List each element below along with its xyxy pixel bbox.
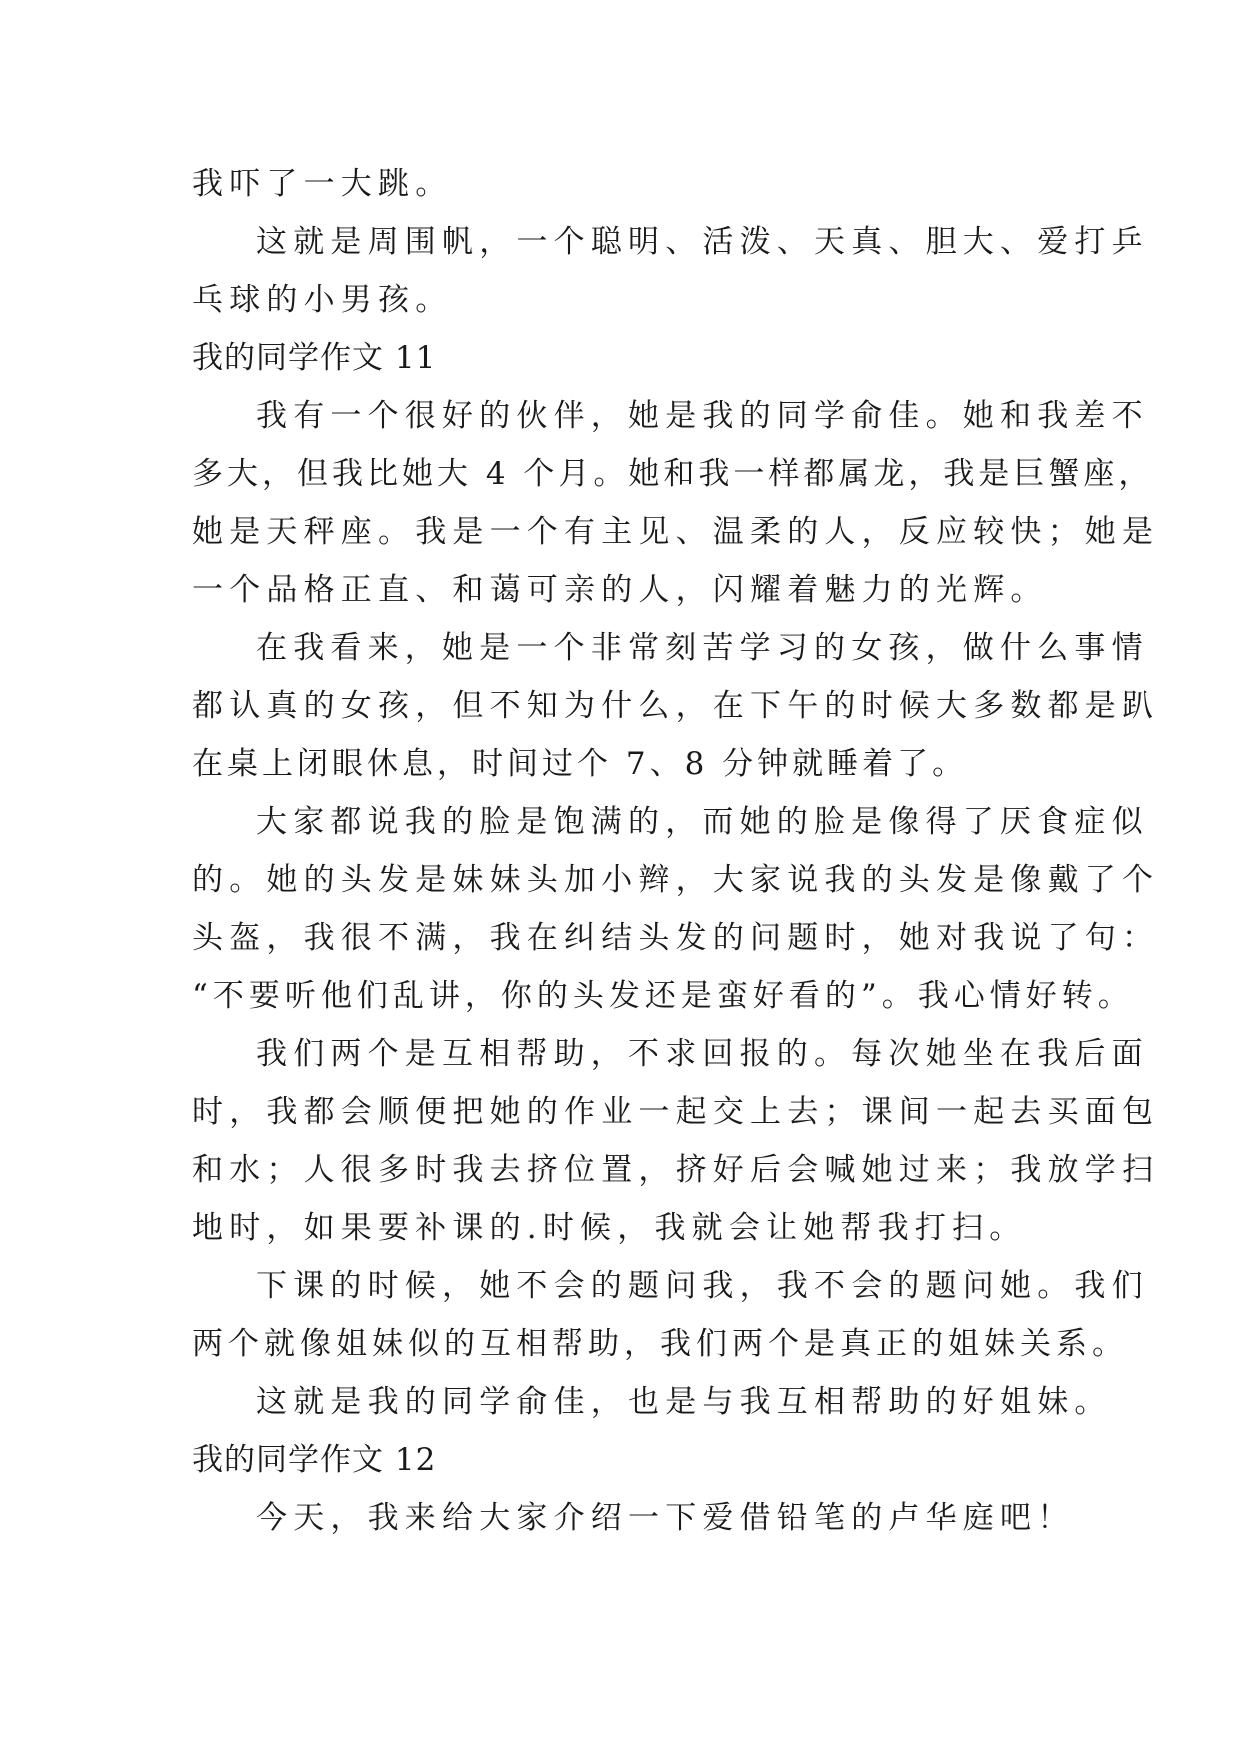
paragraph-line: 我们两个是互相帮助，不求回报的。每次她坐在我后面 [256, 1036, 1149, 1072]
text-line: 和水；人很多时我去挤位置，挤好后会喊她过来；我放学扫 [192, 1152, 1160, 1188]
text-line: 乓球的小男孩。 [192, 282, 453, 318]
text-line: 的。她的头发是妹妹头加小辫，大家说我的头发是像戴了个 [192, 862, 1160, 898]
paragraph-line: 我有一个很好的伙伴，她是我的同学俞佳。她和我差不 [256, 398, 1149, 434]
paragraph-line: 今天，我来给大家介绍一下爱借铅笔的卢华庭吧！ [256, 1500, 1075, 1536]
section-heading: 我的同学作文 11 [192, 340, 437, 376]
text-line: 头盔，我很不满，我在纠结头发的问题时，她对我说了句： [192, 920, 1160, 956]
text-line: 我吓了一大跳。 [192, 166, 453, 202]
paragraph-line: 这就是我的同学俞佳，也是与我互相帮助的好姐妹。 [256, 1384, 1112, 1420]
text-line: 在桌上闭眼休息，时间过个 7、8 分钟就睡着了。 [192, 746, 968, 782]
text-line: 地时，如果要补课的.时候，我就会让她帮我打扫。 [192, 1210, 1027, 1246]
text-line: 多大，但我比她大 4 个月。她和我一样都属龙，我是巨蟹座， [192, 456, 1154, 492]
paragraph-line: 下课的时候，她不会的题问我，我不会的题问她。我们 [256, 1268, 1149, 1304]
paragraph-line: 这就是周围帆，一个聪明、活泼、天真、胆大、爱打乒 [256, 224, 1149, 260]
text-line: 她是天秤座。我是一个有主见、温柔的人，反应较快；她是 [192, 514, 1160, 550]
paragraph-line: 大家都说我的脸是饱满的，而她的脸是像得了厌食症似 [256, 804, 1149, 840]
text-line: 一个品格正直、和蔼可亲的人，闪耀着魅力的光辉。 [192, 572, 1048, 608]
text-line: “不要听他们乱讲，你的头发还是蛮好看的”。我心情好转。 [192, 978, 1134, 1014]
text-line: 时，我都会顺便把她的作业一起交上去；课间一起去买面包 [192, 1094, 1160, 1130]
text-line: 两个就像姐妹似的互相帮助，我们两个是真正的姐妹关系。 [192, 1326, 1128, 1362]
text-line: 都认真的女孩，但不知为什么，在下午的时候大多数都是趴 [192, 688, 1160, 724]
section-heading: 我的同学作文 12 [192, 1442, 437, 1478]
paragraph-line: 在我看来，她是一个非常刻苦学习的女孩，做什么事情 [256, 630, 1149, 666]
